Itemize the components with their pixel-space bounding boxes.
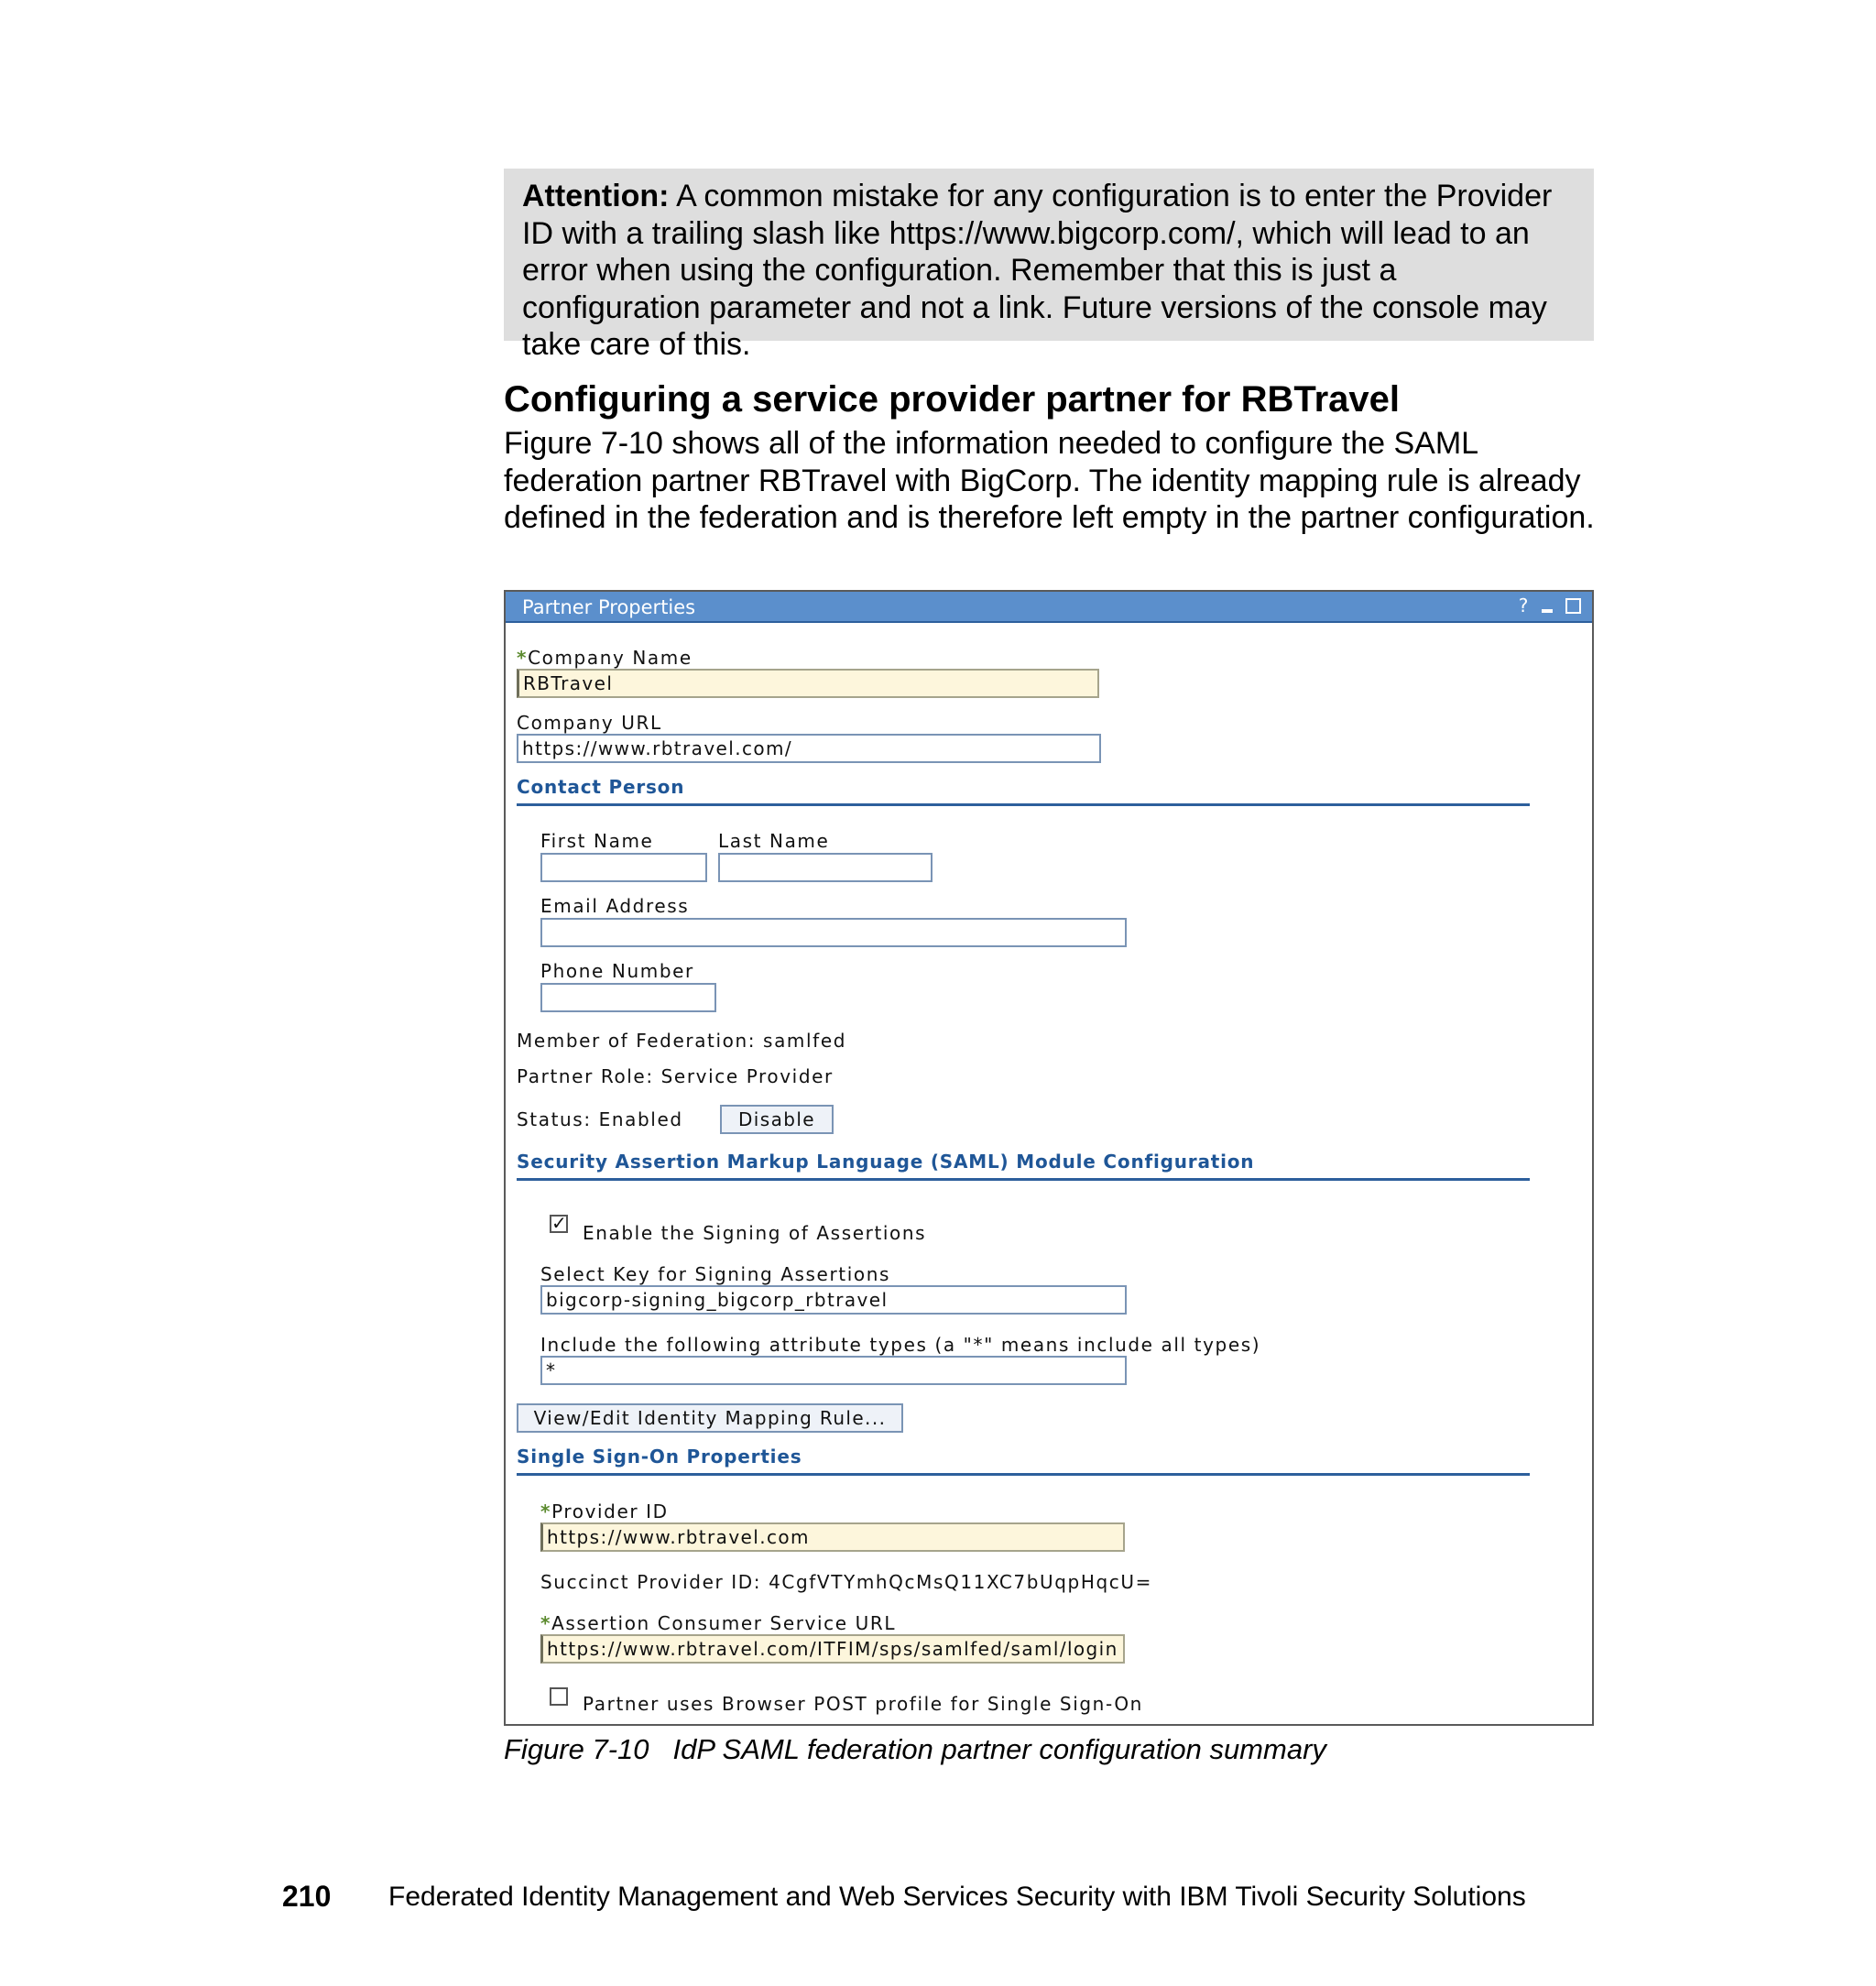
provider-id-label: *Provider ID — [540, 1500, 669, 1522]
succinct-provider-id: Succinct Provider ID: 4CgfVTYmhQcMsQ11XC7bUqpHqcU= — [540, 1571, 1152, 1593]
enable-signing-label: Enable the Signing of Assertions — [583, 1222, 927, 1244]
first-name-input[interactable] — [540, 853, 707, 882]
acs-url-label: *Assertion Consumer Service URL — [540, 1612, 897, 1634]
disable-button[interactable]: Disable — [720, 1105, 834, 1134]
acs-url-input[interactable]: https://www.rbtravel.com/ITFIM/sps/samlfed/saml/login — [540, 1634, 1125, 1664]
browser-post-checkbox[interactable] — [550, 1687, 568, 1706]
partner-properties-panel — [504, 590, 1594, 1726]
section-heading: Configuring a service provider partner for RBTravel — [504, 379, 1401, 420]
select-key-input[interactable]: bigcorp-signing_bigcorp_rbtravel — [540, 1285, 1127, 1315]
attention-box — [504, 169, 1594, 362]
figure-caption — [504, 1733, 1326, 1766]
enable-signing-checkbox[interactable] — [550, 1212, 568, 1234]
status-text: Status: Enabled — [517, 1108, 683, 1130]
figure-number: Figure 7-10 — [504, 1733, 649, 1765]
saml-section: Security Assertion Markup Language (SAML) Module Configuration — [517, 1151, 1530, 1181]
minimize-icon[interactable] — [1539, 596, 1555, 615]
company-url-input[interactable]: https://www.rbtravel.com/ — [517, 734, 1101, 763]
member-of-federation: Member of Federation: samlfed — [517, 1030, 847, 1052]
provider-id-input[interactable]: https://www.rbtravel.com — [540, 1522, 1125, 1552]
required-marker: * — [540, 1500, 552, 1522]
intro-paragraph: Figure 7-10 shows all of the information needed to configure the SAML federation partner RBTravel with BigCorp. The identity mapping rule is already defined in the federation and is therefore left empty in the partner configuration. — [504, 426, 1595, 535]
phone-label: Phone Number — [540, 960, 694, 982]
panel-titlebar — [506, 592, 1592, 623]
required-marker: * — [517, 647, 529, 669]
attention-label: Attention: — [522, 179, 670, 213]
attention-text: A common mistake for any configuration is to enter the Provider ID with a trailing slash like https://www.bigcorp.com/, which will lead to an error when using the configuration. Remember that this is just a configuration parameter and not a link. Future versions of the console may take care of this. — [522, 179, 1553, 362]
attribute-types-input[interactable]: * — [540, 1356, 1127, 1385]
email-input[interactable] — [540, 918, 1127, 947]
company-url-label: Company URL — [517, 712, 662, 734]
maximize-icon[interactable] — [1565, 596, 1581, 615]
partner-role: Partner Role: Service Provider — [517, 1065, 834, 1087]
phone-input[interactable] — [540, 983, 716, 1012]
panel-title: Partner Properties — [522, 596, 696, 618]
attribute-types-label: Include the following attribute types (a "*" means include all types) — [540, 1334, 1261, 1356]
page-number: 210 — [282, 1880, 332, 1913]
required-marker: * — [540, 1612, 552, 1634]
sso-section: Single Sign-On Properties — [517, 1446, 1530, 1476]
last-name-input[interactable] — [718, 853, 933, 882]
browser-post-label: Partner uses Browser POST profile for Single Sign-On — [583, 1693, 1143, 1715]
help-icon[interactable]: ? — [1518, 595, 1529, 617]
checkmark-icon: ✓ — [551, 1212, 567, 1234]
first-name-label: First Name — [540, 830, 654, 852]
company-name-label: *Company Name — [517, 647, 693, 669]
contact-person-section: Contact Person — [517, 776, 1530, 806]
view-edit-mapping-rule-button[interactable]: View/Edit Identity Mapping Rule... — [517, 1403, 903, 1433]
company-name-input[interactable]: RBTravel — [517, 669, 1099, 698]
select-key-label: Select Key for Signing Assertions — [540, 1263, 891, 1285]
book-title: Federated Identity Management and Web Services Security with IBM Tivoli Security Solutions — [388, 1882, 1526, 1912]
figure-caption-text: IdP SAML federation partner configuration summary — [672, 1733, 1326, 1765]
email-label: Email Address — [540, 895, 690, 917]
last-name-label: Last Name — [718, 830, 830, 852]
